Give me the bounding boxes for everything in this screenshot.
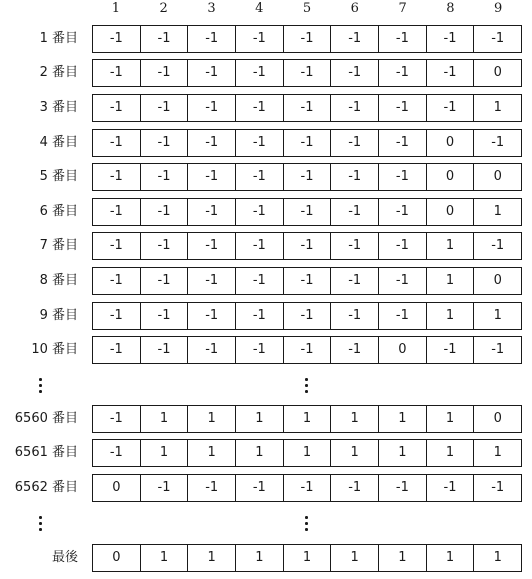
cell-value: -1 [187, 475, 235, 501]
table-row [0, 543, 532, 573]
cell-value: -1 [283, 60, 331, 86]
cells-ellipsis [300, 376, 312, 396]
cell-value: -1 [283, 268, 331, 294]
cell-value: -1 [140, 95, 188, 121]
cell-value: -1 [473, 130, 521, 156]
table-row [0, 197, 532, 227]
cell-value: -1 [187, 164, 235, 190]
table-row [0, 473, 532, 503]
cell-value: -1 [283, 95, 331, 121]
cell-value: -1 [378, 164, 426, 190]
cell-value: -1 [283, 337, 331, 363]
cell-value: -1 [109, 31, 123, 46]
cells-ellipsis [300, 514, 312, 534]
cell-value: -1 [140, 164, 188, 190]
cell-value: -1 [140, 233, 188, 259]
cell-value: -1 [235, 475, 283, 501]
table-row [0, 58, 532, 88]
column-header: 2 [159, 1, 168, 16]
cell-value: 1 [235, 440, 283, 466]
cell-value: 1 [426, 303, 474, 329]
cell-value: -1 [109, 169, 123, 184]
row-cells [92, 302, 522, 330]
column-header: 9 [494, 1, 503, 16]
column-header: 5 [302, 1, 312, 16]
cell-value: 1 [330, 406, 378, 432]
cell-value: -1 [378, 303, 426, 329]
cell-value: -1 [473, 26, 521, 52]
row-label: 6562 番目 [14, 480, 78, 495]
cell-value: -1 [235, 303, 283, 329]
cell-value: -1 [378, 95, 426, 121]
row-label-ellipsis [34, 376, 46, 396]
cell-value: -1 [378, 130, 426, 156]
cell-value: 0 [426, 199, 474, 225]
cell-value: -1 [283, 303, 331, 329]
table-row [0, 438, 532, 468]
row-cells [92, 232, 522, 260]
cell-value: -1 [378, 233, 426, 259]
table-row [0, 231, 532, 261]
cell-value: 0 [378, 337, 426, 363]
cell-value: -1 [187, 199, 235, 225]
cell-value: -1 [330, 475, 378, 501]
cell-value: -1 [426, 60, 474, 86]
cell-value: -1 [330, 164, 378, 190]
cell-value: -1 [140, 303, 188, 329]
column-header: 6 [350, 1, 359, 16]
row-cells [92, 474, 522, 502]
cell-value: 0 [473, 406, 521, 432]
column-header: 1 [111, 1, 121, 16]
cell-value: -1 [109, 100, 123, 115]
column-header: 3 [207, 1, 216, 16]
cell-value: -1 [283, 164, 331, 190]
cell-value: -1 [330, 233, 378, 259]
column-header: 4 [255, 1, 264, 16]
row-cells [92, 94, 522, 122]
cell-value: 1 [283, 406, 331, 432]
cell-value: 1 [140, 545, 188, 571]
cell-value: 1 [426, 440, 474, 466]
row-label: 5 番目 [39, 169, 78, 184]
cell-value: -1 [187, 337, 235, 363]
cell-value: -1 [473, 337, 521, 363]
cell-value: -1 [109, 273, 123, 288]
cell-value: -1 [187, 130, 235, 156]
cell-value: 1 [426, 233, 474, 259]
cell-value: -1 [330, 199, 378, 225]
cell-value: -1 [330, 303, 378, 329]
cell-value: -1 [109, 65, 123, 80]
column-header-row [92, 0, 522, 18]
cell-value: -1 [330, 60, 378, 86]
cell-value: 1 [378, 406, 426, 432]
cell-value: -1 [283, 199, 331, 225]
cell-value: -1 [235, 337, 283, 363]
cell-value: -1 [235, 60, 283, 86]
cell-value: -1 [187, 303, 235, 329]
cell-value: -1 [187, 268, 235, 294]
cell-value: 1 [378, 440, 426, 466]
row-cells [92, 439, 522, 467]
cell-value: -1 [330, 95, 378, 121]
row-label: 最後 [51, 550, 78, 565]
cell-value: -1 [426, 475, 474, 501]
cell-value: -1 [140, 337, 188, 363]
row-label: 7 番目 [39, 238, 78, 253]
cell-value: -1 [140, 199, 188, 225]
cell-value: 0 [112, 480, 121, 495]
table-row [0, 162, 532, 192]
row-label: 1 番目 [39, 31, 78, 46]
cell-value: -1 [330, 337, 378, 363]
cell-value: -1 [378, 475, 426, 501]
cell-value: -1 [473, 233, 521, 259]
row-label: 10 番目 [31, 342, 78, 357]
cell-value: 0 [426, 130, 474, 156]
row-label: 8 番目 [39, 273, 78, 288]
row-cells [92, 163, 522, 191]
cell-value: -1 [187, 95, 235, 121]
cell-value: -1 [378, 26, 426, 52]
cell-value: 0 [473, 268, 521, 294]
row-cells [92, 129, 522, 157]
table-row [0, 24, 532, 54]
cell-value: 1 [330, 440, 378, 466]
cell-value: -1 [283, 475, 331, 501]
cell-value: 1 [473, 95, 521, 121]
cell-value: -1 [109, 238, 123, 253]
cell-value: -1 [140, 268, 188, 294]
cell-value: 1 [426, 268, 474, 294]
column-header: 7 [398, 1, 407, 16]
cell-value: -1 [473, 475, 521, 501]
cell-value: -1 [235, 199, 283, 225]
cell-value: 1 [283, 440, 331, 466]
cell-value: -1 [235, 164, 283, 190]
table-row [0, 266, 532, 296]
cell-value: 0 [473, 60, 521, 86]
cell-value: 1 [283, 545, 331, 571]
cell-value: -1 [283, 233, 331, 259]
cell-value: -1 [140, 60, 188, 86]
cell-value: -1 [330, 130, 378, 156]
row-label: 6561 番目 [14, 445, 78, 460]
cell-value: -1 [109, 411, 123, 426]
table-row [0, 335, 532, 365]
cell-value: 1 [378, 545, 426, 571]
cell-value: 1 [187, 545, 235, 571]
cell-value: 1 [330, 545, 378, 571]
table-row [0, 404, 532, 434]
cell-value: -1 [140, 475, 188, 501]
cell-value: -1 [378, 60, 426, 86]
cell-value: -1 [109, 445, 123, 460]
row-label: 2 番目 [39, 65, 78, 80]
cell-value: -1 [140, 26, 188, 52]
cell-value: -1 [235, 26, 283, 52]
cell-value: -1 [187, 233, 235, 259]
cell-value: 0 [473, 164, 521, 190]
cell-value: 1 [140, 440, 188, 466]
cell-value: -1 [426, 26, 474, 52]
cell-value: -1 [187, 60, 235, 86]
cell-value: -1 [330, 26, 378, 52]
cell-value: -1 [235, 268, 283, 294]
row-label: 4 番目 [39, 135, 78, 150]
row-label: 6560 番目 [14, 411, 78, 426]
row-cells [92, 544, 522, 572]
cell-value: -1 [140, 130, 188, 156]
row-cells [92, 336, 522, 364]
table-row [0, 301, 532, 331]
cell-value: 1 [140, 406, 188, 432]
table-row [0, 93, 532, 123]
row-cells [92, 59, 522, 87]
cell-value: -1 [283, 130, 331, 156]
cell-value: 1 [235, 545, 283, 571]
row-cells [92, 405, 522, 433]
cell-value: -1 [109, 204, 123, 219]
cell-value: -1 [330, 268, 378, 294]
row-cells [92, 198, 522, 226]
cell-value: 1 [235, 406, 283, 432]
cell-value: 1 [473, 303, 521, 329]
row-label: 6 番目 [39, 204, 78, 219]
row-label: 3 番目 [39, 100, 78, 115]
cell-value: 1 [473, 199, 521, 225]
table-row [0, 128, 532, 158]
row-label-ellipsis [34, 514, 46, 534]
cell-value: -1 [109, 308, 123, 323]
row-cells [92, 25, 522, 53]
cell-value: -1 [235, 233, 283, 259]
cell-value: -1 [187, 26, 235, 52]
row-label: 9 番目 [39, 308, 78, 323]
cell-value: -1 [426, 95, 474, 121]
cell-value: 1 [187, 440, 235, 466]
cell-value: -1 [378, 268, 426, 294]
cell-value: -1 [235, 130, 283, 156]
cell-value: 1 [473, 545, 521, 571]
cell-value: -1 [109, 135, 123, 150]
row-cells [92, 267, 522, 295]
cell-value: -1 [109, 342, 123, 357]
cell-value: 1 [473, 440, 521, 466]
cell-value: 0 [112, 550, 121, 565]
cell-value: 0 [426, 164, 474, 190]
cell-value: -1 [283, 26, 331, 52]
cell-value: 1 [426, 545, 474, 571]
cell-value: -1 [378, 199, 426, 225]
cell-value: 1 [426, 406, 474, 432]
cell-value: 1 [187, 406, 235, 432]
cell-value: -1 [426, 337, 474, 363]
column-header: 8 [446, 1, 455, 16]
cell-value: -1 [235, 95, 283, 121]
